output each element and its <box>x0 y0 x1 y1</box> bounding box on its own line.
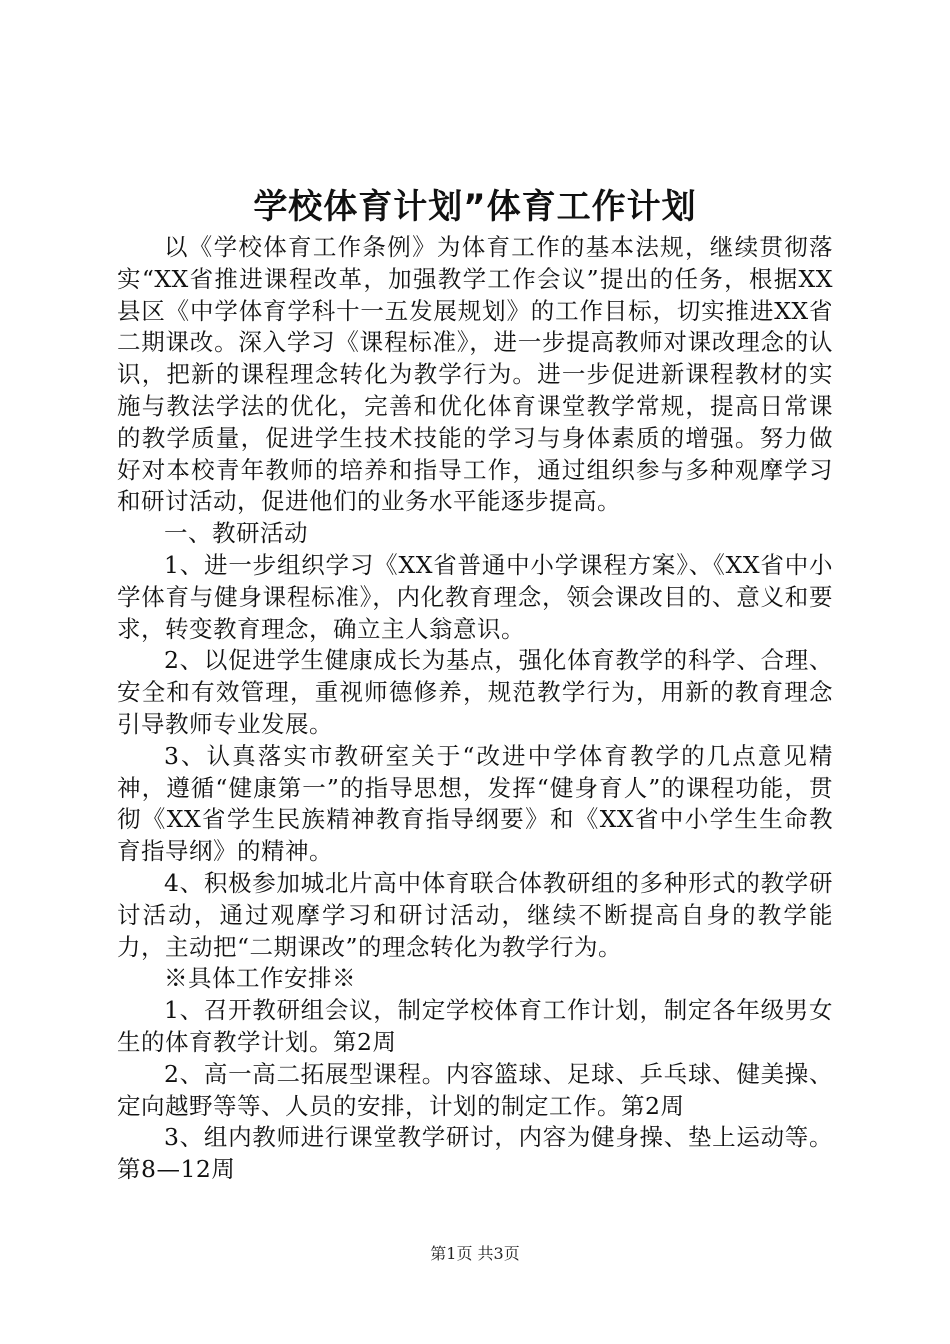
schedule-item: 3、组内教师进行课堂教学研讨，内容为健身操、垫上运动等。第8—12周 <box>117 1123 833 1184</box>
intro-paragraph: 以《学校体育工作条例》为体育工作的基本法规，继续贯彻落实“XX省推进课程改革，加强教学工作会议”提出的任务，根据XX县区《中学体育学科十一五发展规划》的工作目标，切实推进XX省二期课改。深入学习《课程标准》，进一步提高教师对课改理念的认识，把新的课程理念转化为教学行为。进一步促进新课程教材的实施与教法学法的优化，完善和优化体育课堂教学常规，提高日常课的教学质量，促进学生技术技能的学习与身体素质的增强。努力做好对本校青年教师的培养和指导工作，通过组织参与多种观摩学习和研讨活动，促进他们的业务水平能逐步提高。 <box>117 233 833 516</box>
body-paragraph: 3、认真落实市教研室关于“改进中学体育教学的几点意见精神，遵循“健康第一”的指导思想，发挥“健身育人”的课程功能，贯彻《XX省学生民族精神教育指导纲要》和《XX省中小学生生命教育指导纲》的精神。 <box>117 741 833 866</box>
schedule-item: 1、召开教研组会议，制定学校体育工作计划，制定各年级男女生的体育教学计划。第2周 <box>117 996 833 1056</box>
page-footer: 第1页 共3页 <box>430 1244 520 1263</box>
document-body <box>117 232 833 1186</box>
body-paragraph: 4、积极参加城北片高中体育联合体教研组的多种形式的教学研讨活动，通过观摩学习和研讨活动，继续不断提高自身的教学能力，主动把“二期课改”的理念转化为教学行为。 <box>117 868 833 961</box>
schedule-item: 2、高一高二拓展型课程。内容篮球、足球、乒乓球、健美操、定向越野等等、人员的安排，计划的制定工作。第2周 <box>117 1059 833 1120</box>
section-heading: 一、教研活动 <box>164 519 308 548</box>
body-paragraph: 2、以促进学生健康成长为基点，强化体育教学的科学、合理、安全和有效管理，重视师德修养，规范教学行为，用新的教育理念引导教师专业发展。 <box>117 646 833 738</box>
body-paragraph: 1、进一步组织学习《XX省普通中小学课程方案》、《XX省中小学体育与健身课程标准》，内化教育理念，领会课改目的、意义和要求，转变教育理念，确立主人翁意识。 <box>117 550 833 643</box>
schedule-heading: ※具体工作安排※ <box>164 964 356 993</box>
document-title: 学校体育计划”体育工作计划 <box>253 187 697 227</box>
